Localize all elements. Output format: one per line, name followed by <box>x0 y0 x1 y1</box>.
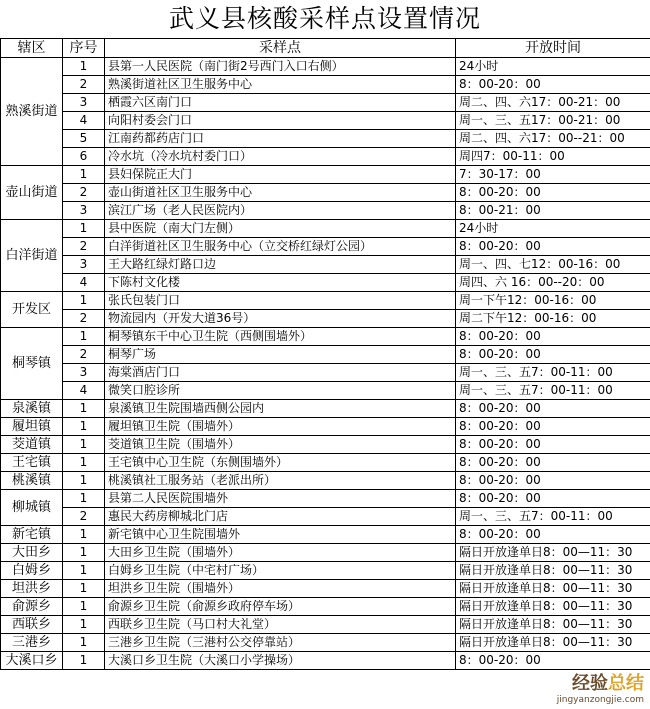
number-cell: 3 <box>63 94 105 112</box>
district-cell: 履坦镇 <box>1 418 63 436</box>
table-row <box>1 580 650 598</box>
number-cell: 1 <box>63 634 105 652</box>
site-cell: 熟溪街道社区卫生服务中心 <box>105 76 456 94</box>
hours-cell: 隔日开放逢单日8：00—11：30 <box>456 562 650 580</box>
hours-cell: 8：00-20：00 <box>456 346 650 364</box>
hours-cell: 8：00-20：00 <box>456 472 650 490</box>
number-cell: 1 <box>63 616 105 634</box>
watermark-url: jingyanzongjie.com <box>556 695 644 705</box>
district-cell: 柳城镇 <box>1 490 63 526</box>
number-cell: 1 <box>63 526 105 544</box>
hours-cell: 周四、六 16：00--20：00 <box>456 274 650 292</box>
table-row <box>1 472 650 490</box>
district-cell: 大溪口乡 <box>1 652 63 670</box>
watermark-brand-b: 总结 <box>608 673 644 694</box>
site-cell: 王大路红绿灯路口边 <box>105 256 456 274</box>
district-cell: 泉溪镇 <box>1 400 63 418</box>
site-cell: 下陈村文化楼 <box>105 274 456 292</box>
number-cell: 4 <box>63 382 105 400</box>
number-cell: 1 <box>63 400 105 418</box>
number-cell: 1 <box>63 220 105 238</box>
number-cell: 1 <box>63 166 105 184</box>
hours-cell: 周一、三、五17：00-21：00 <box>456 112 650 130</box>
site-cell: 白洋街道社区卫生服务中心（立交桥红绿灯公园） <box>105 238 456 256</box>
hours-cell: 周一、四、七12：00-16：00 <box>456 256 650 274</box>
number-cell: 1 <box>63 328 105 346</box>
site-cell: 桐琴镇东干中心卫生院（西侧围墙外） <box>105 328 456 346</box>
hours-cell: 隔日开放逢单日8：00—11：30 <box>456 580 650 598</box>
table-row <box>1 508 650 526</box>
hours-cell: 24小时 <box>456 58 650 76</box>
hours-cell: 8：00-20：00 <box>456 652 650 670</box>
district-cell: 坦洪乡 <box>1 580 63 598</box>
number-cell: 4 <box>63 112 105 130</box>
number-cell: 1 <box>63 454 105 472</box>
number-cell: 1 <box>63 58 105 76</box>
table-row <box>1 418 650 436</box>
table-row <box>1 436 650 454</box>
district-cell: 茭道镇 <box>1 436 63 454</box>
page-title: 武义县核酸采样点设置情况 <box>168 4 481 33</box>
table-row <box>1 274 650 292</box>
district-cell: 三港乡 <box>1 634 63 652</box>
site-cell: 白姆乡卫生院（中宅村广场） <box>105 562 456 580</box>
hours-cell: 8：00-21：00 <box>456 202 650 220</box>
district-cell: 白姆乡 <box>1 562 63 580</box>
site-cell: 桃溪镇社工服务站（老派出所） <box>105 472 456 490</box>
table-row <box>1 148 650 166</box>
header-number: 序号 <box>63 39 105 58</box>
district-cell: 俞源乡 <box>1 598 63 616</box>
site-cell: 履坦镇卫生院（围墙外） <box>105 418 456 436</box>
number-cell: 1 <box>63 598 105 616</box>
table-row <box>1 202 650 220</box>
number-cell: 2 <box>63 76 105 94</box>
hours-cell: 周四7：00-11：00 <box>456 148 650 166</box>
table-row <box>1 220 650 238</box>
number-cell: 1 <box>63 580 105 598</box>
hours-cell: 8：00-20：00 <box>456 436 650 454</box>
hours-cell: 24小时 <box>456 220 650 238</box>
table-row <box>1 562 650 580</box>
table-row <box>1 598 650 616</box>
number-cell: 3 <box>63 202 105 220</box>
hours-cell: 8：00-20：00 <box>456 76 650 94</box>
site-cell: 县第二人民医院围墙外 <box>105 490 456 508</box>
site-cell: 王宅镇中心卫生院（东侧围墙外） <box>105 454 456 472</box>
table-row <box>1 400 650 418</box>
site-cell: 微笑口腔诊所 <box>105 382 456 400</box>
site-cell: 滨江广场（老人民医院内） <box>105 202 456 220</box>
table-row <box>1 382 650 400</box>
number-cell: 1 <box>63 562 105 580</box>
site-cell: 江南药都药店门口 <box>105 130 456 148</box>
site-cell: 张氏包装门口 <box>105 292 456 310</box>
site-cell: 坦洪乡卫生院（围墙外） <box>105 580 456 598</box>
hours-cell: 8：00-20：00 <box>456 400 650 418</box>
district-cell: 大田乡 <box>1 544 63 562</box>
table-header-row <box>1 39 650 58</box>
table-row <box>1 112 650 130</box>
site-cell: 大溪口乡卫生院（大溪口小学操场） <box>105 652 456 670</box>
table-body <box>1 58 650 670</box>
district-cell: 西联乡 <box>1 616 63 634</box>
number-cell: 1 <box>63 490 105 508</box>
site-cell: 栖霞六区南门口 <box>105 94 456 112</box>
site-cell: 俞源乡卫生院（俞源乡政府停车场） <box>105 598 456 616</box>
site-cell: 三港乡卫生院（三港村公交停靠站） <box>105 634 456 652</box>
table-row <box>1 292 650 310</box>
table-row <box>1 544 650 562</box>
number-cell: 3 <box>63 256 105 274</box>
hours-cell: 8：00-20：00 <box>456 454 650 472</box>
table-row <box>1 364 650 382</box>
number-cell: 5 <box>63 130 105 148</box>
hours-cell: 周二下午12：00-16：00 <box>456 310 650 328</box>
table-row <box>1 238 650 256</box>
district-cell: 熟溪街道 <box>1 58 63 166</box>
table-row <box>1 652 650 670</box>
number-cell: 3 <box>63 364 105 382</box>
table-row <box>1 634 650 652</box>
hours-cell: 周一、三、五7：00-11：00 <box>456 508 650 526</box>
site-cell: 县中医院（南大门左侧） <box>105 220 456 238</box>
site-cell: 壶山街道社区卫生服务中心 <box>105 184 456 202</box>
site-cell: 桐琴广场 <box>105 346 456 364</box>
header-site: 采样点 <box>105 39 456 58</box>
hours-cell: 8：00-20：00 <box>456 418 650 436</box>
table-row <box>1 490 650 508</box>
number-cell: 1 <box>63 418 105 436</box>
district-cell: 新宅镇 <box>1 526 63 544</box>
table-row <box>1 616 650 634</box>
hours-cell: 周一下午12：00-16：00 <box>456 292 650 310</box>
site-cell: 向阳村委会门口 <box>105 112 456 130</box>
table-row <box>1 94 650 112</box>
number-cell: 2 <box>63 346 105 364</box>
table-row <box>1 166 650 184</box>
site-cell: 县第一人民医院（南门街2号西门入口右侧） <box>105 58 456 76</box>
number-cell: 1 <box>63 544 105 562</box>
watermark-brand <box>557 669 644 695</box>
site-cell: 茭道镇卫生院（围墙外） <box>105 436 456 454</box>
table-row <box>1 130 650 148</box>
sampling-site-table <box>0 38 650 670</box>
header-district: 辖区 <box>1 39 63 58</box>
number-cell: 2 <box>63 238 105 256</box>
district-cell: 王宅镇 <box>1 454 63 472</box>
hours-cell: 周一、三、五7：00-11：00 <box>456 382 650 400</box>
number-cell: 4 <box>63 274 105 292</box>
table-row <box>1 76 650 94</box>
number-cell: 2 <box>63 310 105 328</box>
number-cell: 1 <box>63 292 105 310</box>
district-cell: 壶山街道 <box>1 166 63 220</box>
hours-cell: 8：00-20：00 <box>456 238 650 256</box>
hours-cell: 8：00-20：00 <box>456 184 650 202</box>
site-cell: 海棠酒店门口 <box>105 364 456 382</box>
site-cell: 县妇保院正大门 <box>105 166 456 184</box>
site-cell: 泉溪镇卫生院围墙西侧公园内 <box>105 400 456 418</box>
site-cell: 惠民大药房柳城北门店 <box>105 508 456 526</box>
district-cell: 桃溪镇 <box>1 472 63 490</box>
district-cell: 白洋街道 <box>1 220 63 292</box>
number-cell: 1 <box>63 436 105 454</box>
hours-cell: 隔日开放逢单日8：00—11：30 <box>456 634 650 652</box>
site-cell: 西联乡卫生院（马口村大礼堂） <box>105 616 456 634</box>
number-cell: 1 <box>63 652 105 670</box>
number-cell: 1 <box>63 472 105 490</box>
hours-cell: 隔日开放逢单日8：00—11：30 <box>456 544 650 562</box>
watermark-brand-a: 经验 <box>572 673 608 694</box>
hours-cell: 8：00-20：00 <box>456 526 650 544</box>
number-cell: 6 <box>63 148 105 166</box>
watermark <box>557 669 644 705</box>
hours-cell: 隔日开放逢单日8：00—11：30 <box>456 598 650 616</box>
table-row <box>1 328 650 346</box>
table-row <box>1 454 650 472</box>
table-row <box>1 58 650 76</box>
site-cell: 新宅镇中心卫生院围墙外 <box>105 526 456 544</box>
table-row <box>1 184 650 202</box>
table-row <box>1 526 650 544</box>
site-cell: 物流园内（开发大道36号） <box>105 310 456 328</box>
site-cell: 大田乡卫生院（围墙外） <box>105 544 456 562</box>
hours-cell: 8：00-20：00 <box>456 328 650 346</box>
hours-cell: 8：00-20：00 <box>456 490 650 508</box>
hours-cell: 周二、四、六17：00--21：00 <box>456 130 650 148</box>
hours-cell: 周二、四、六17：00-21：00 <box>456 94 650 112</box>
table-row <box>1 346 650 364</box>
site-cell: 冷水坑（冷水坑村委门口） <box>105 148 456 166</box>
hours-cell: 7：30-17：00 <box>456 166 650 184</box>
table-row <box>1 310 650 328</box>
district-cell: 开发区 <box>1 292 63 328</box>
number-cell: 2 <box>63 508 105 526</box>
district-cell: 桐琴镇 <box>1 328 63 400</box>
header-hours: 开放时间 <box>456 39 650 58</box>
number-cell: 2 <box>63 184 105 202</box>
hours-cell: 周一、三、五7：00-11：00 <box>456 364 650 382</box>
table-row <box>1 256 650 274</box>
hours-cell: 隔日开放逢单日8：00—11：30 <box>456 616 650 634</box>
